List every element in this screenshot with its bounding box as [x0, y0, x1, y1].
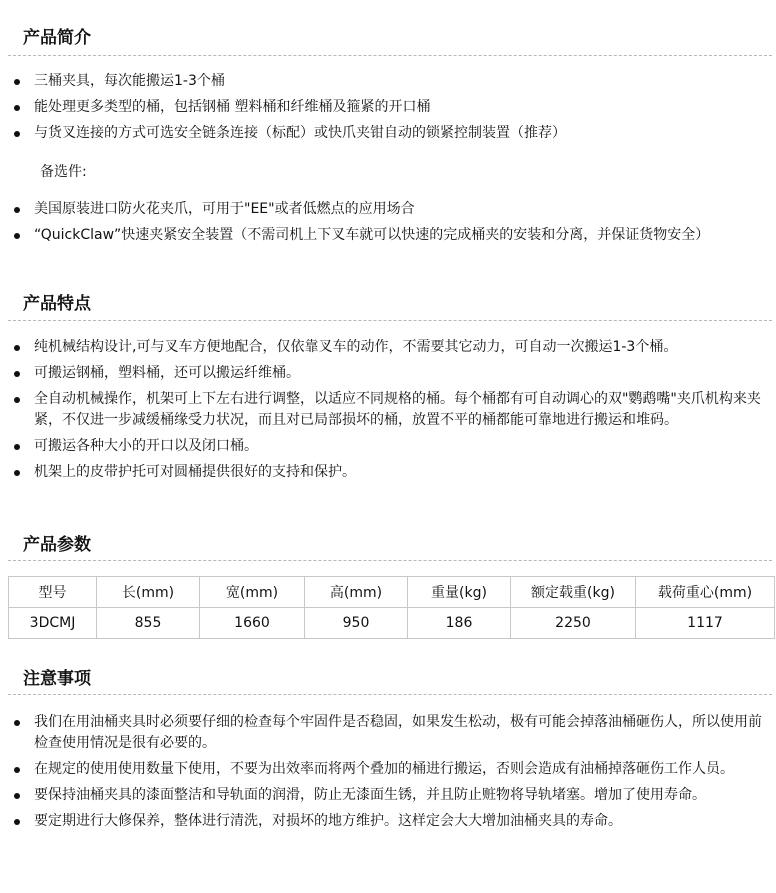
list-item: 要定期进行大修保养，整体进行清洗，对损坏的地方维护。这样定会大大增加油桶夹具的寿命。: [0, 811, 776, 832]
options-list: [0, 199, 776, 251]
intro-list: [0, 71, 776, 149]
list-item: 可搬运钢桶，塑料桶，还可以搬运纤维桶。: [0, 363, 776, 384]
table-cell: 186: [408, 608, 511, 639]
params-divider: [8, 560, 772, 561]
list-item: 可搬运各种大小的开口以及闭口桶。: [0, 436, 776, 457]
table-header-cell: 载荷重心(mm): [636, 577, 775, 608]
table-header-cell: 宽(mm): [200, 577, 305, 608]
features-divider: [8, 320, 772, 321]
table-header-cell: 长(mm): [97, 577, 200, 608]
list-item: 三桶夹具，每次能搬运1-3个桶: [0, 71, 776, 92]
options-label: 备选件:: [40, 164, 87, 180]
notes-list: [0, 712, 776, 837]
list-item: 全自动机械操作，机架可上下左右进行调整，以适应不同规格的桶。每个桶都有可自动调心的双"鹦鹉嘴"夹爪机构来夹紧，不仅进一步减缓桶缘受力状况，而且对已局部损坏的桶，放置不平的桶都能可靠地进行搬运和堆码。: [0, 389, 776, 431]
table-cell: 1660: [200, 608, 305, 639]
table-header-cell: 额定载重(kg): [511, 577, 636, 608]
intro-title: 产品简介: [23, 28, 91, 48]
features-title: 产品特点: [23, 294, 91, 314]
list-item: 与货叉连接的方式可选安全链条连接（标配）或快爪夹钳自动的锁紧控制装置（推荐）: [0, 123, 776, 144]
table-header-row: [9, 577, 775, 608]
list-item: 能处理更多类型的桶，包括钢桶 塑料桶和纤维桶及箍紧的开口桶: [0, 97, 776, 118]
list-item: 美国原装进口防火花夹爪，可用于"EE"或者低燃点的应用场合: [0, 199, 776, 220]
params-table: [8, 576, 775, 639]
table-cell: 855: [97, 608, 200, 639]
table-cell: 3DCMJ: [9, 608, 97, 639]
list-item: 要保持油桶夹具的漆面整洁和导轨面的润滑，防止无漆面生锈，并且防止赃物将导轨堵塞。增加了使用寿命。: [0, 785, 776, 806]
notes-divider: [8, 694, 772, 695]
table-cell: 1117: [636, 608, 775, 639]
table-cell: 2250: [511, 608, 636, 639]
features-list: [0, 337, 776, 488]
table-header-cell: 高(mm): [305, 577, 408, 608]
params-title: 产品参数: [23, 535, 91, 555]
list-item: 在规定的使用使用数量下使用，不要为出效率而将两个叠加的桶进行搬运，否则会造成有油桶掉落砸伤工作人员。: [0, 759, 776, 780]
list-item: 我们在用油桶夹具时必须要仔细的检查每个牢固件是否稳固，如果发生松动，极有可能会掉落油桶砸伤人，所以使用前检查使用情况是很有必要的。: [0, 712, 776, 754]
table-cell: 950: [305, 608, 408, 639]
list-item: 机架上的皮带护托可对圆桶提供很好的支持和保护。: [0, 462, 776, 483]
table-header-cell: 型号: [9, 577, 97, 608]
notes-title: 注意事项: [23, 669, 91, 689]
list-item: “QuickClaw”快速夹紧安全装置（不需司机上下叉车就可以快速的完成桶夹的安装和分离，并保证货物安全）: [0, 225, 776, 246]
list-item: 纯机械结构设计,可与叉车方便地配合，仅依靠叉车的动作，不需要其它动力，可自动一次搬运1-3个桶。: [0, 337, 776, 358]
table-header-cell: 重量(kg): [408, 577, 511, 608]
table-row: [9, 608, 775, 639]
intro-divider: [8, 55, 772, 56]
